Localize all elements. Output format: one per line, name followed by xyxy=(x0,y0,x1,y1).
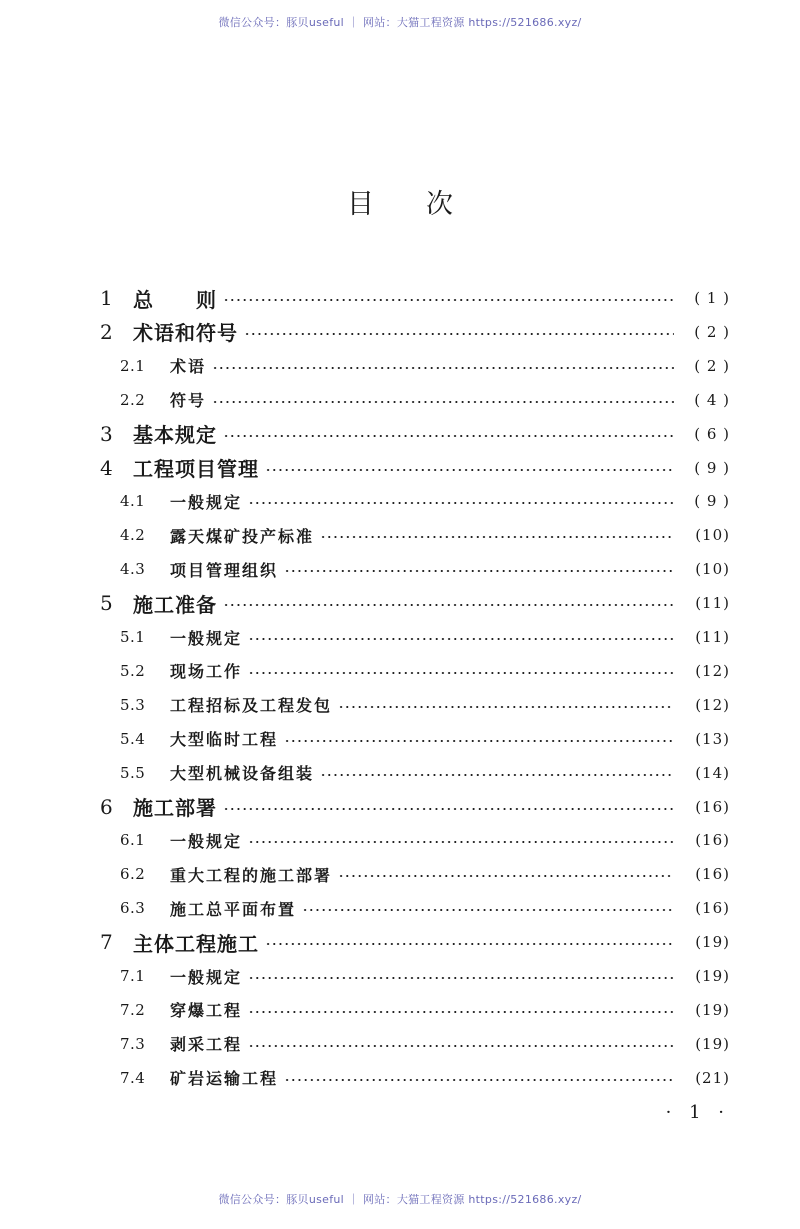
toc-entry-label: 基本规定 xyxy=(133,423,217,448)
toc-entry-label: 穿爆工程 xyxy=(170,1001,243,1021)
toc-entry[interactable] xyxy=(100,622,730,652)
toc-entry-label: 总 则 xyxy=(133,287,217,312)
toc-entry-label: 一般规定 xyxy=(170,628,243,648)
toc-entry-page: (14) xyxy=(695,763,730,782)
dot-leader xyxy=(320,536,674,538)
dot-leader xyxy=(223,299,674,301)
page-number: · 1 · xyxy=(665,1102,730,1123)
toc-entry-label: 工程招标及工程发包 xyxy=(170,696,333,716)
toc-entry-page: (16) xyxy=(695,797,730,816)
toc-entry[interactable] xyxy=(100,351,730,381)
dot-leader xyxy=(223,435,674,437)
toc-entry-number: 6.2 xyxy=(120,865,146,884)
toc-entry-number: 3 xyxy=(100,421,113,446)
page-title: 目次 xyxy=(347,189,505,220)
toc-entry[interactable] xyxy=(100,554,730,584)
watermark-top: 微信公众号：豚贝useful ｜ 网站：大猫工程资源 https://521686.xyz/ xyxy=(218,16,582,29)
dot-leader xyxy=(265,943,674,945)
toc-entry-page: ( 2 ) xyxy=(694,356,730,375)
toc-entry-label: 施工部署 xyxy=(133,796,217,820)
toc-entry-label: 重大工程的施工部署 xyxy=(170,865,333,885)
toc-entry-page: (11) xyxy=(695,628,730,646)
toc-entry-page: (12) xyxy=(695,661,730,680)
toc-entry[interactable] xyxy=(100,893,730,923)
toc-entry-label: 一般规定 xyxy=(170,492,243,512)
toc-entry-number: 1 xyxy=(100,286,113,310)
toc-entry-page: (19) xyxy=(695,1000,730,1019)
dot-leader xyxy=(248,672,674,674)
toc-entry-label: 大型临时工程 xyxy=(170,730,279,750)
dot-leader xyxy=(223,808,674,810)
toc-entry[interactable] xyxy=(100,724,730,754)
toc-entry[interactable] xyxy=(100,1029,730,1059)
toc-entry-label: 一般规定 xyxy=(170,967,243,987)
toc-entry-number: 7.3 xyxy=(120,1034,146,1053)
toc-entry[interactable] xyxy=(100,792,730,822)
toc-entry-label: 符号 xyxy=(170,391,207,411)
toc-entry-page: (11) xyxy=(695,594,730,613)
toc-entry-label: 施工准备 xyxy=(133,592,217,617)
toc-entry-number: 5.1 xyxy=(120,628,146,646)
toc-entry[interactable] xyxy=(100,758,730,788)
toc-entry-page: (16) xyxy=(695,899,730,918)
watermark-bottom: 微信公众号：豚贝useful ｜ 网站：大猫工程资源 https://521686.xyz/ xyxy=(218,1193,582,1206)
dot-leader xyxy=(248,841,674,843)
toc-entry-page: ( 6 ) xyxy=(694,424,730,443)
dot-leader xyxy=(320,774,674,776)
toc-entry-number: 5.2 xyxy=(120,661,146,680)
toc-entry-label: 大型机械设备组装 xyxy=(170,764,315,784)
toc-entry-number: 7 xyxy=(100,930,113,955)
toc-entry-label: 项目管理组织 xyxy=(170,560,279,580)
toc-entry[interactable] xyxy=(100,317,730,347)
toc-entry-page: ( 9 ) xyxy=(694,492,730,511)
dot-leader xyxy=(284,570,674,572)
dot-leader xyxy=(284,1079,674,1081)
toc-entry-number: 7.4 xyxy=(120,1068,146,1087)
dot-leader xyxy=(244,333,674,335)
toc-entry-label: 工程项目管理 xyxy=(133,457,259,481)
toc-entry-number: 5 xyxy=(100,591,113,616)
toc-entry-page: (16) xyxy=(695,831,730,850)
toc-entry-label: 主体工程施工 xyxy=(133,931,259,956)
toc-entry-number: 5.3 xyxy=(120,695,146,714)
toc-entry-page: (19) xyxy=(695,967,730,985)
dot-leader xyxy=(223,604,674,606)
toc-entry-label: 现场工作 xyxy=(170,662,243,682)
toc-entry[interactable] xyxy=(100,385,730,415)
dot-leader xyxy=(338,706,674,708)
toc-entry-page: (19) xyxy=(695,933,730,952)
toc-entry[interactable] xyxy=(100,961,730,991)
toc-entry-number: 4.3 xyxy=(120,560,146,579)
toc-entry[interactable] xyxy=(100,656,730,686)
toc-entry-label: 矿岩运输工程 xyxy=(170,1069,279,1089)
dot-leader xyxy=(302,909,674,911)
toc-entry[interactable] xyxy=(100,690,730,720)
dot-leader xyxy=(248,1011,674,1013)
dot-leader xyxy=(248,638,674,640)
toc-entry-label: 一般规定 xyxy=(170,831,243,851)
toc-entry-number: 6.3 xyxy=(120,899,146,918)
toc-entry-page: (21) xyxy=(695,1068,730,1087)
toc-entry-number: 6 xyxy=(100,794,113,819)
toc-entry-label: 剥采工程 xyxy=(170,1035,243,1055)
toc-entry-number: 7.2 xyxy=(120,1000,146,1019)
toc-entry[interactable] xyxy=(100,995,730,1025)
toc-entry-number: 4.2 xyxy=(120,526,146,545)
toc-entry[interactable] xyxy=(100,859,730,889)
toc-entry-label: 施工总平面布置 xyxy=(170,899,297,919)
toc-entry-page: ( 1 ) xyxy=(694,289,730,307)
toc-entry[interactable] xyxy=(100,1063,730,1093)
toc-entry-number: 2.1 xyxy=(120,356,146,375)
dot-leader xyxy=(248,1045,674,1047)
toc-entry[interactable] xyxy=(100,419,730,449)
toc-entry[interactable] xyxy=(100,588,730,618)
toc-entry[interactable] xyxy=(100,927,730,957)
dot-leader xyxy=(212,367,674,369)
dot-leader xyxy=(248,977,674,979)
toc-entry[interactable] xyxy=(100,486,730,516)
toc-entry-number: 4.1 xyxy=(120,492,146,511)
toc-entry-label: 术语和符号 xyxy=(133,321,238,346)
toc-entry-page: (16) xyxy=(695,865,730,884)
toc-entry[interactable] xyxy=(100,520,730,550)
dot-leader xyxy=(284,740,674,742)
toc-entry-page: (10) xyxy=(695,560,730,579)
toc-entry-number: 6.1 xyxy=(120,831,146,850)
toc-entry-page: (10) xyxy=(695,526,730,545)
toc-entry-page: (13) xyxy=(695,729,730,748)
toc-entry-number: 4 xyxy=(100,455,113,480)
toc-entry[interactable] xyxy=(100,453,730,483)
dot-leader xyxy=(265,469,674,471)
toc-entry-page: ( 2 ) xyxy=(694,322,730,341)
toc-entry-label: 露天煤矿投产标准 xyxy=(170,526,315,546)
toc-entry-number: 5.5 xyxy=(120,763,146,782)
toc-entry-number: 2.2 xyxy=(120,390,146,409)
dot-leader xyxy=(338,875,674,877)
toc-entry-number: 2 xyxy=(100,319,113,344)
toc-entry-page: (19) xyxy=(695,1034,730,1053)
toc-entry[interactable] xyxy=(100,825,730,855)
toc-entry-page: (12) xyxy=(695,695,730,714)
dot-leader xyxy=(248,502,674,504)
toc-entry-label: 术语 xyxy=(170,357,207,377)
toc-entry-number: 7.1 xyxy=(120,967,146,985)
toc-entry[interactable] xyxy=(100,283,730,313)
toc-entry-page: ( 4 ) xyxy=(694,390,730,409)
dot-leader xyxy=(212,401,674,403)
toc-entry-number: 5.4 xyxy=(120,729,146,748)
toc-entry-page: ( 9 ) xyxy=(694,458,730,477)
